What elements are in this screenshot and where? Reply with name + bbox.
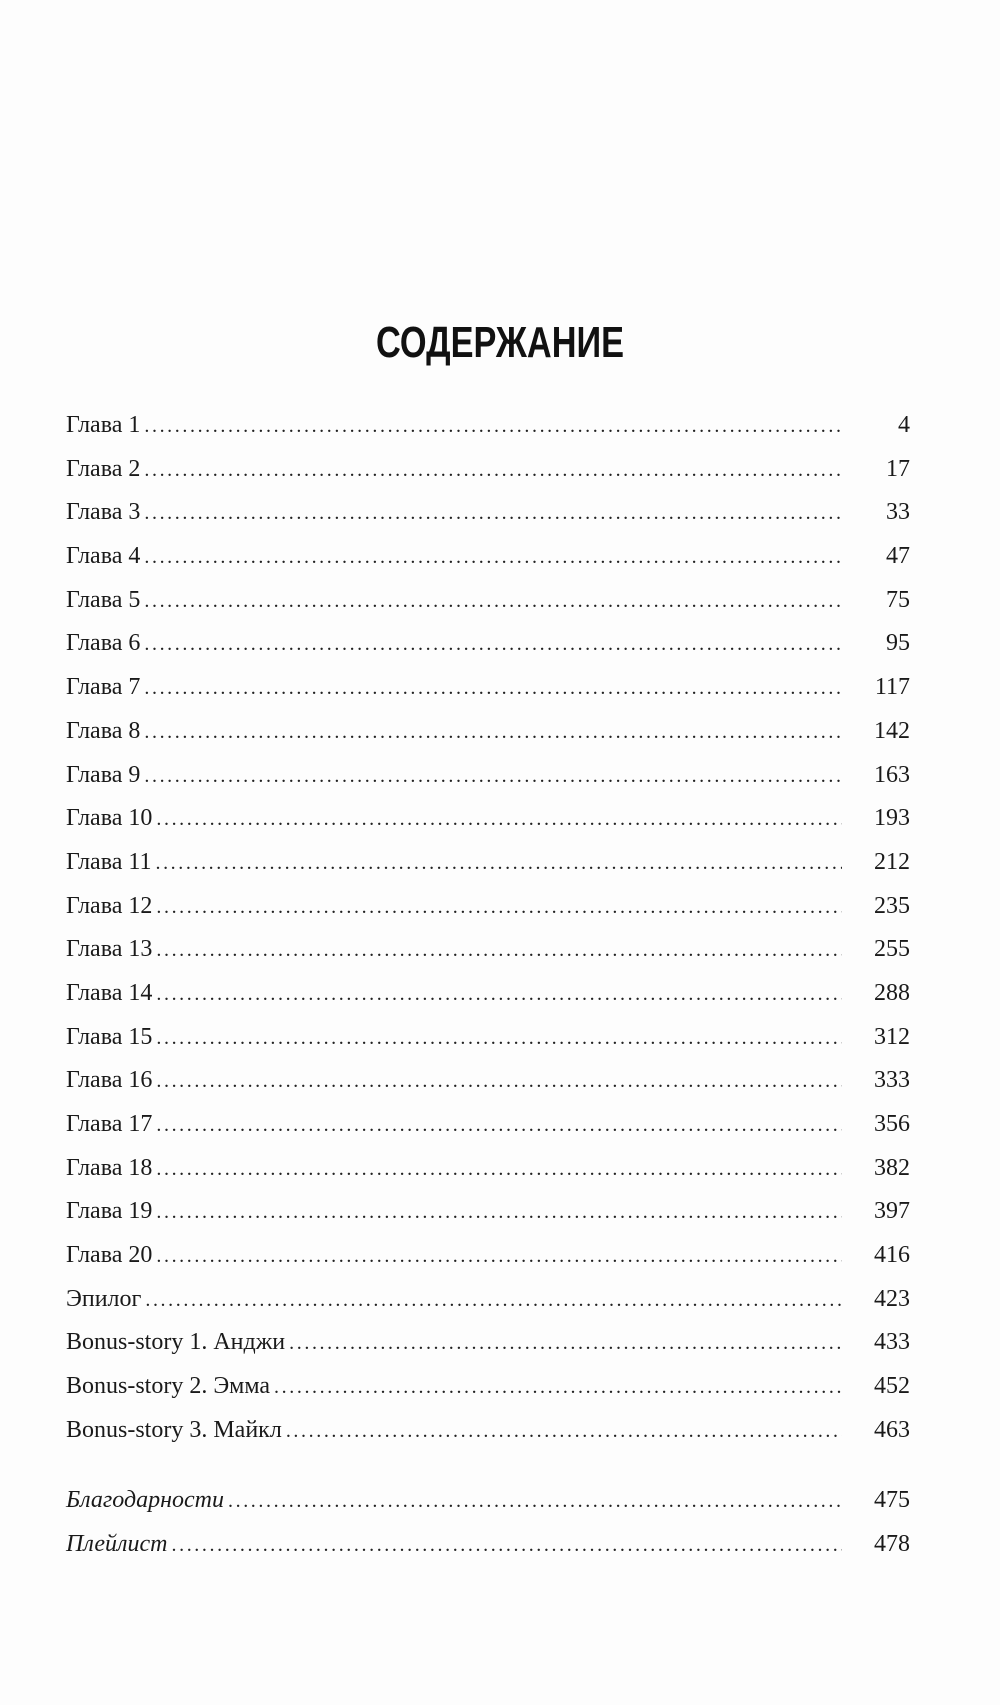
- dot-leader: [144, 405, 842, 449]
- toc-entry-label: Глава 19: [66, 1198, 153, 1225]
- toc-entry: [66, 1103, 910, 1147]
- dot-leader: [144, 623, 842, 667]
- toc-entry: [66, 666, 910, 710]
- toc-entry: [66, 535, 910, 579]
- toc-entry-page-number: 235: [874, 892, 910, 919]
- toc-entry-page-number: 356: [874, 1111, 910, 1137]
- toc-entry-label: Плейлист: [66, 1531, 168, 1557]
- toc-entry-label: Глава 7: [66, 674, 141, 701]
- toc-entry-label: Глава 4: [66, 543, 141, 570]
- dot-leader: [156, 929, 842, 973]
- toc-entry-page-number: 423: [874, 1285, 910, 1312]
- toc-entry: [66, 622, 910, 666]
- toc-entry-page-number: 193: [874, 805, 910, 832]
- toc-entry: [66, 841, 910, 885]
- table-of-contents: [66, 404, 910, 1453]
- toc-entry-page-number: 163: [874, 761, 910, 788]
- toc-entry: [66, 972, 910, 1016]
- toc-entry-page-number: 312: [874, 1023, 910, 1050]
- toc-entry: [66, 404, 910, 448]
- toc-entry-label: Глава 20: [66, 1242, 153, 1269]
- dot-leader: [156, 1148, 842, 1192]
- toc-entry-page-number: 382: [874, 1154, 910, 1181]
- toc-entry-label: Bonus-story 2. Эмма: [66, 1373, 271, 1400]
- toc-entry-label: Bonus-story 1. Анджи: [66, 1329, 286, 1356]
- toc-entry-label: Глава 3: [66, 499, 141, 526]
- toc-entry: [66, 1016, 910, 1060]
- dot-leader: [274, 1366, 842, 1410]
- toc-entry-page-number: 47: [886, 543, 910, 570]
- toc-entry-page-number: 117: [874, 674, 910, 701]
- dot-leader: [156, 973, 842, 1017]
- toc-entry-label: Эпилог: [66, 1285, 142, 1312]
- dot-leader: [144, 667, 842, 711]
- toc-entry: [66, 1365, 910, 1409]
- toc-entry-label: Глава 9: [66, 761, 141, 788]
- toc-entry-page-number: 433: [874, 1329, 910, 1356]
- toc-entry-label: Bonus-story 3. Майкл: [66, 1416, 282, 1443]
- dot-leader: [156, 798, 842, 842]
- dot-leader: [144, 449, 842, 493]
- dot-leader: [144, 755, 842, 799]
- toc-entry: [66, 1409, 910, 1453]
- toc-entry-label: Глава 16: [66, 1067, 153, 1094]
- toc-entry-page-number: 288: [874, 979, 910, 1006]
- toc-entry: [66, 797, 910, 841]
- toc-entry-page-number: 17: [886, 455, 910, 482]
- dot-leader: [156, 1060, 842, 1104]
- toc-entry: [66, 448, 910, 492]
- toc-entry-page-number: 255: [874, 936, 910, 963]
- toc-entry: [66, 1522, 910, 1566]
- toc-entry-label: Глава 17: [66, 1111, 153, 1137]
- toc-entry-page-number: 416: [874, 1242, 910, 1269]
- dot-leader: [144, 711, 842, 755]
- toc-entry-page-number: 475: [874, 1487, 910, 1513]
- toc-entry-label: Глава 11: [66, 848, 152, 875]
- toc-entry: [66, 1478, 910, 1522]
- toc-entry-page-number: 75: [886, 586, 910, 613]
- dot-leader: [228, 1479, 842, 1523]
- toc-entry-label: Глава 10: [66, 805, 153, 832]
- toc-entry: [66, 928, 910, 972]
- dot-leader: [289, 1322, 842, 1366]
- toc-entry: [66, 1321, 910, 1365]
- toc-entry: [66, 754, 910, 798]
- dot-leader: [156, 1191, 842, 1235]
- toc-entry-label: Глава 6: [66, 630, 141, 657]
- toc-entry: [66, 1234, 910, 1278]
- toc-entry-label: Глава 8: [66, 717, 141, 744]
- toc-entry: [66, 491, 910, 535]
- toc-entry-label: Благодарности: [66, 1487, 224, 1513]
- dot-leader: [286, 1410, 842, 1454]
- toc-entry: [66, 1147, 910, 1191]
- toc-entry-label: Глава 2: [66, 455, 141, 482]
- toc-entry-page-number: 452: [874, 1373, 910, 1400]
- dot-leader: [155, 842, 842, 886]
- dot-leader: [144, 492, 842, 536]
- dot-leader: [156, 1017, 842, 1061]
- toc-entry: [66, 1278, 910, 1322]
- toc-entry-page-number: 397: [874, 1198, 910, 1225]
- toc-entry: [66, 885, 910, 929]
- toc-entry-label: Глава 15: [66, 1023, 153, 1050]
- toc-entry-page-number: 4: [898, 412, 910, 438]
- toc-entry-label: Глава 5: [66, 586, 141, 613]
- table-of-contents-appendix: [66, 1478, 910, 1566]
- toc-entry-page-number: 212: [874, 848, 910, 875]
- toc-entry-page-number: 333: [874, 1067, 910, 1094]
- toc-entry-page-number: 142: [874, 717, 910, 744]
- dot-leader: [145, 1279, 842, 1323]
- toc-entry-label: Глава 13: [66, 936, 153, 963]
- toc-entry-label: Глава 14: [66, 979, 153, 1006]
- toc-entry: [66, 1059, 910, 1103]
- dot-leader: [172, 1523, 843, 1567]
- toc-entry: [66, 1190, 910, 1234]
- dot-leader: [144, 580, 842, 624]
- toc-entry-page-number: 95: [886, 630, 910, 657]
- toc-entry-page-number: 463: [874, 1416, 910, 1443]
- dot-leader: [156, 886, 842, 930]
- toc-entry-label: Глава 12: [66, 892, 153, 919]
- page-title: СОДЕРЖАНИЕ: [375, 318, 625, 367]
- toc-entry-page-number: 478: [874, 1531, 910, 1557]
- toc-entry: [66, 579, 910, 623]
- dot-leader: [156, 1235, 842, 1279]
- toc-entry-label: Глава 1: [66, 412, 141, 438]
- toc-entry-page-number: 33: [886, 499, 910, 526]
- dot-leader: [144, 536, 842, 580]
- dot-leader: [156, 1104, 842, 1148]
- toc-entry: [66, 710, 910, 754]
- toc-entry-label: Глава 18: [66, 1154, 153, 1181]
